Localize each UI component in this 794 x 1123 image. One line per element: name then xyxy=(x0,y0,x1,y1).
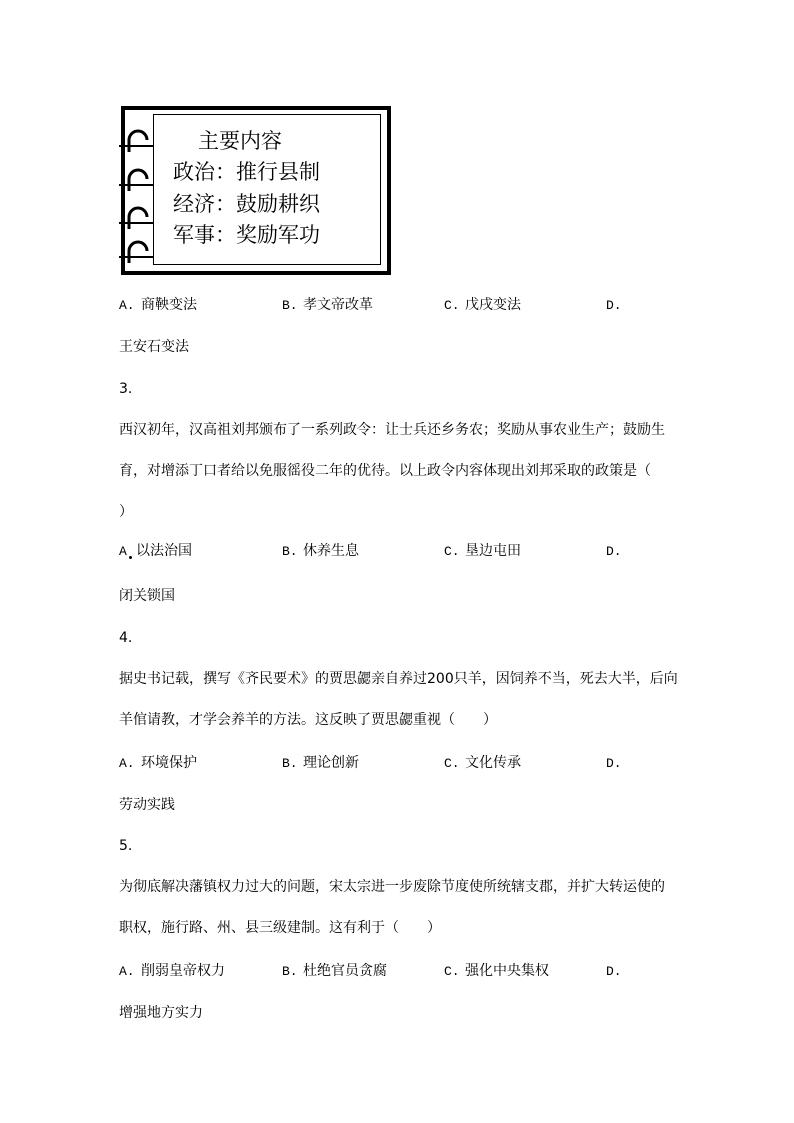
binder-ring-icon xyxy=(115,165,155,195)
binder-ring-icon xyxy=(115,203,155,233)
q5-option-b-text[interactable]: 杜绝官员贪腐 xyxy=(303,963,387,979)
q3-option-b-label: B. xyxy=(282,544,298,559)
figure-line-military: 军事：奖励军功 xyxy=(173,223,320,247)
q5-option-d-text[interactable]: 增强地方实力 xyxy=(119,1005,203,1021)
q2-option-a-text[interactable]: 商鞅变法 xyxy=(141,297,197,313)
figure-line-economy: 经济：鼓励耕织 xyxy=(173,192,320,216)
q4-option-c-text[interactable]: 文化传承 xyxy=(465,755,521,771)
q3-option-d-text[interactable]: 闭关锁国 xyxy=(119,588,175,604)
figure-title: 主要内容 xyxy=(198,129,282,153)
q5-stem-line-1: 为彻底解决藩镇权力过大的问题，宋太宗进一步废除节度使所统辖支郡，并扩大转运使的 xyxy=(119,879,665,895)
q5-stem-line-2: 职权，施行路、州、县三级建制。这有利于（ ） xyxy=(119,920,441,936)
q4-option-b-text[interactable]: 理论创新 xyxy=(303,755,359,771)
q5-option-a-label: A. xyxy=(119,964,135,979)
q3-option-a-dot xyxy=(129,556,132,559)
q5-number: 5. xyxy=(119,838,133,854)
q4-option-a-label: A. xyxy=(119,756,135,771)
q4-option-a-text[interactable]: 环境保护 xyxy=(141,755,197,771)
q3-option-b-text[interactable]: 休养生息 xyxy=(303,543,359,559)
q5-option-b-label: B. xyxy=(282,964,298,979)
q3-option-a-text[interactable]: 以法治国 xyxy=(136,543,192,559)
q3-number: 3. xyxy=(119,381,133,397)
q4-option-c-label: C. xyxy=(444,756,460,771)
q5-option-c-text[interactable]: 强化中央集权 xyxy=(465,963,549,979)
q3-stem-line-2: 育，对增添丁口者给以免服徭役二年的优待。以上政令内容体现出刘邦采取的政策是（ xyxy=(119,463,651,479)
q3-option-a-label: A xyxy=(119,544,127,559)
figure-line-politics: 政治：推行县制 xyxy=(173,160,320,184)
binder-ring-icon xyxy=(115,126,155,156)
q5-option-d-label: D. xyxy=(606,964,622,979)
q5-option-c-label: C. xyxy=(444,964,460,979)
q4-stem-line-2: 羊倌请教，才学会养羊的方法。这反映了贾思勰重视（ ） xyxy=(119,712,497,728)
q3-option-c-label: C. xyxy=(444,544,460,559)
q4-option-b-label: B. xyxy=(282,756,298,771)
q4-stem-line-1: 据史书记载，撰写《齐民要术》的贾思勰亲自养过200只羊，因饲养不当，死去大半，后向 xyxy=(119,671,678,687)
q2-option-c-text[interactable]: 戊戌变法 xyxy=(465,297,521,313)
q2-option-d-label: D. xyxy=(606,298,622,313)
q2-option-d-text[interactable]: 王安石变法 xyxy=(119,339,189,355)
q4-number: 4. xyxy=(119,630,133,646)
q2-option-c-label: C. xyxy=(444,298,460,313)
notebook-figure xyxy=(121,106,391,275)
q2-option-b-label: B. xyxy=(282,298,298,313)
q5-option-a-text[interactable]: 削弱皇帝权力 xyxy=(141,963,225,979)
q2-option-a-label: A. xyxy=(119,298,135,313)
q3-option-c-text[interactable]: 垦边屯田 xyxy=(465,543,521,559)
binder-ring-icon xyxy=(115,237,155,267)
q4-option-d-label: D. xyxy=(606,756,622,771)
q3-option-d-label: D. xyxy=(606,544,622,559)
q3-stem-line-3: ） xyxy=(119,504,133,520)
notebook-page xyxy=(153,114,381,265)
q3-stem-line-1: 西汉初年，汉高祖刘邦颁布了一系列政令：让士兵还乡务农；奖励从事农业生产；鼓励生 xyxy=(119,422,665,438)
q2-option-b-text[interactable]: 孝文帝改革 xyxy=(303,297,373,313)
q4-option-d-text[interactable]: 劳动实践 xyxy=(119,797,175,813)
